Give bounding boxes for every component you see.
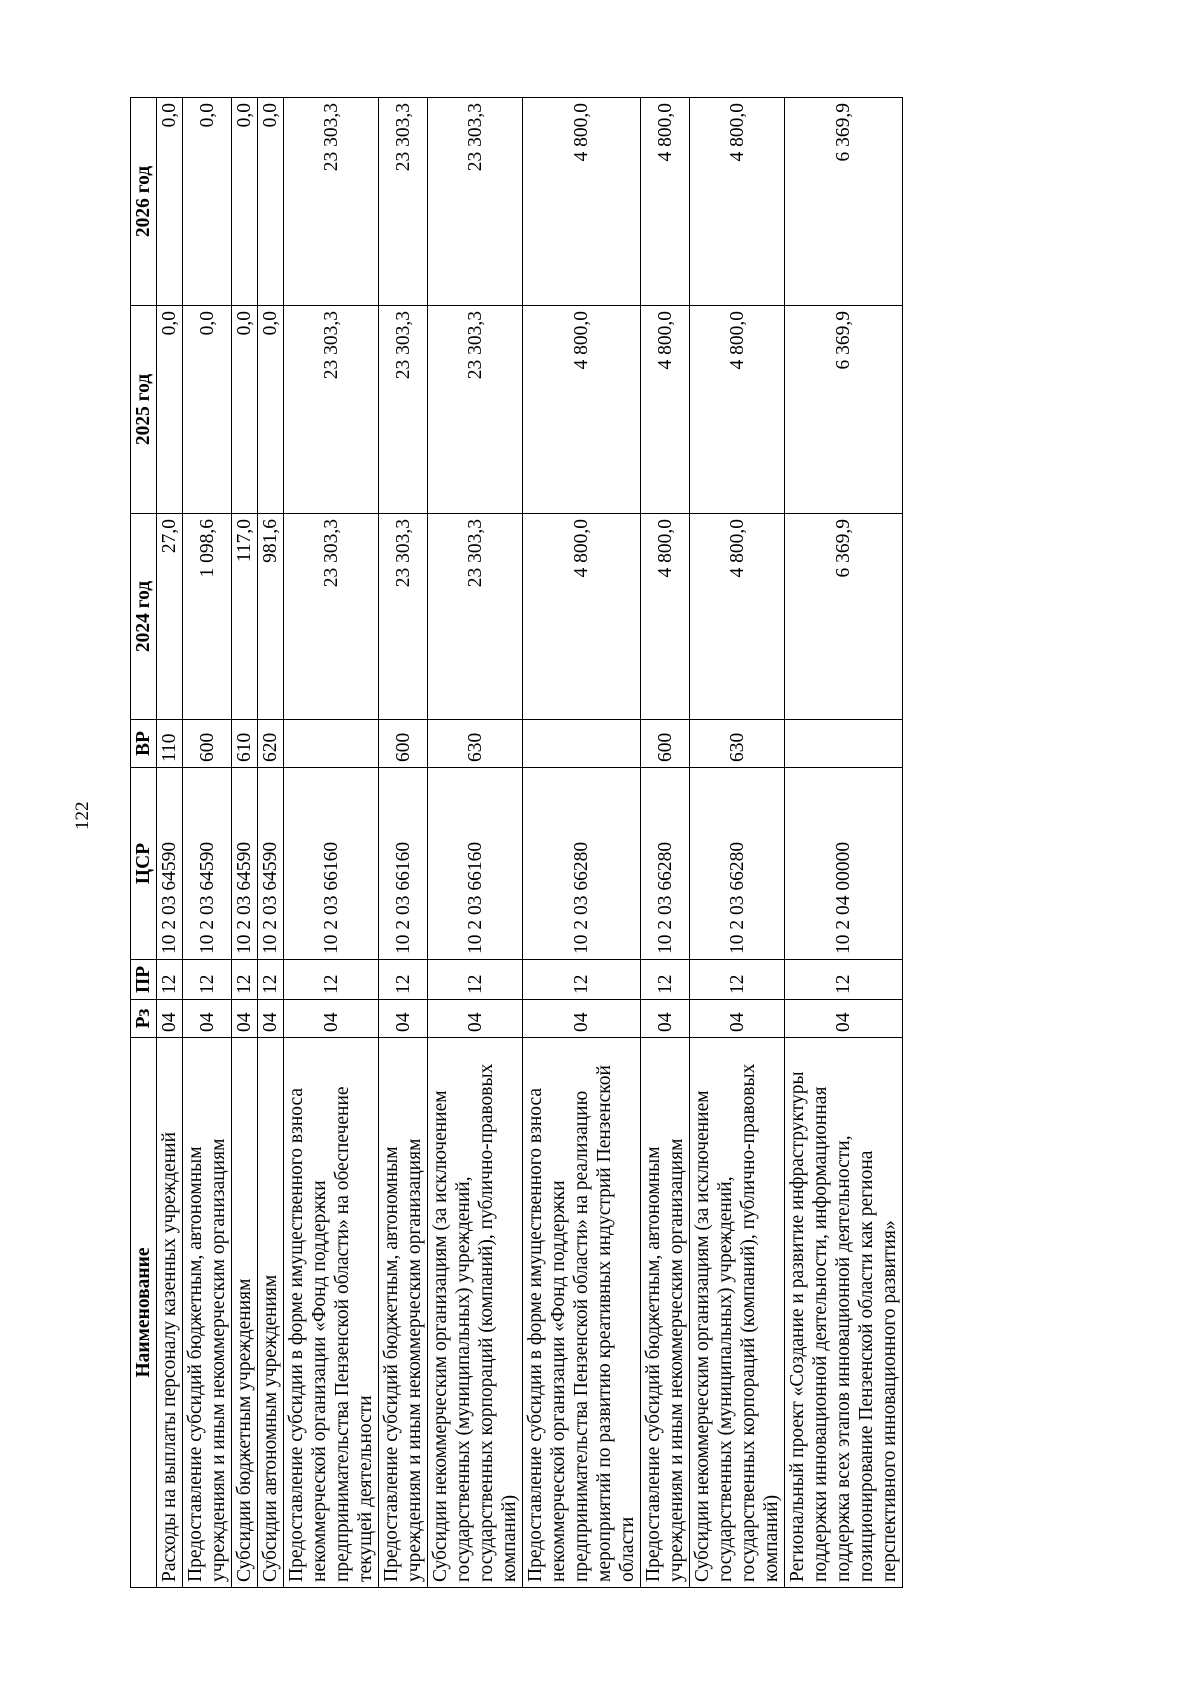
- cell-2024: 27,0: [157, 514, 183, 720]
- rotated-table-container: [130, 98, 1050, 1588]
- cell-vr: 620: [258, 720, 284, 768]
- cell-name: Предоставление субсидий бюджетным, автономным учреждениям и иным некоммерческим организациям: [641, 1038, 690, 1588]
- cell-vr: 110: [157, 720, 183, 768]
- cell-vr: 600: [641, 720, 690, 768]
- budget-table: [130, 97, 903, 1588]
- cell-name: Расходы на выплаты персоналу казенных учреждений: [157, 1038, 183, 1588]
- cell-csr: 10 2 03 66280: [690, 768, 785, 960]
- cell-2024: 1 098,6: [183, 514, 232, 720]
- cell-pr: 12: [379, 960, 428, 1000]
- cell-vr: 600: [379, 720, 428, 768]
- cell-pr: 12: [157, 960, 183, 1000]
- cell-vr: 630: [428, 720, 523, 768]
- cell-2024: 6 369,9: [785, 514, 903, 720]
- header-name: Наименование: [131, 1038, 157, 1588]
- cell-2026: 4 800,0: [690, 98, 785, 306]
- cell-name: Предоставление субсидии в форме имущественного взноса некоммерческой организации «Фонд поддержки предпринимательства Пензенской области» на обеспечение текущей деятельности: [284, 1038, 379, 1588]
- cell-vr: [785, 720, 903, 768]
- cell-csr: 10 2 04 00000: [785, 768, 903, 960]
- cell-2025: 4 800,0: [690, 306, 785, 514]
- cell-csr: 10 2 03 66160: [379, 768, 428, 960]
- cell-2024: 4 800,0: [690, 514, 785, 720]
- cell-2026: 0,0: [183, 98, 232, 306]
- cell-name: Субсидии автономным учреждениям: [258, 1038, 284, 1588]
- cell-2024: 23 303,3: [428, 514, 523, 720]
- cell-rz: 04: [232, 1000, 258, 1038]
- cell-rz: 04: [523, 1000, 641, 1038]
- table-row: [258, 98, 284, 1588]
- cell-name: Субсидии некоммерческим организациям (за исключением государственных (муниципальных) учреждений, государственных корпораций (компаний), публично-правовых компаний): [428, 1038, 523, 1588]
- cell-2025: 4 800,0: [523, 306, 641, 514]
- cell-pr: 12: [785, 960, 903, 1000]
- cell-csr: 10 2 03 66280: [641, 768, 690, 960]
- header-pr: ПР: [131, 960, 157, 1000]
- table-row: [523, 98, 641, 1588]
- header-vr: ВР: [131, 720, 157, 768]
- cell-pr: 12: [258, 960, 284, 1000]
- cell-2024: 4 800,0: [641, 514, 690, 720]
- cell-rz: 04: [641, 1000, 690, 1038]
- cell-2025: 0,0: [183, 306, 232, 514]
- cell-vr: 630: [690, 720, 785, 768]
- cell-2026: 23 303,3: [379, 98, 428, 306]
- cell-rz: 04: [785, 1000, 903, 1038]
- cell-vr: 600: [183, 720, 232, 768]
- cell-csr: 10 2 03 66160: [284, 768, 379, 960]
- cell-2024: 23 303,3: [284, 514, 379, 720]
- cell-pr: 12: [523, 960, 641, 1000]
- cell-pr: 12: [183, 960, 232, 1000]
- cell-2026: 4 800,0: [641, 98, 690, 306]
- cell-2025: 6 369,9: [785, 306, 903, 514]
- table-row: [641, 98, 690, 1588]
- page-number: 122: [72, 801, 93, 830]
- cell-rz: 04: [157, 1000, 183, 1038]
- cell-vr: [284, 720, 379, 768]
- cell-csr: 10 2 03 64590: [183, 768, 232, 960]
- cell-2026: 23 303,3: [284, 98, 379, 306]
- cell-2025: 4 800,0: [641, 306, 690, 514]
- cell-vr: 610: [232, 720, 258, 768]
- table-row: [284, 98, 379, 1588]
- cell-2025: 0,0: [157, 306, 183, 514]
- cell-2026: 0,0: [232, 98, 258, 306]
- cell-name: Предоставление субсидии в форме имущественного взноса некоммерческой организации «Фонд поддержки предпринимательства Пензенской области» на реализацию мероприятий по развитию креативных индустрий Пензенской области: [523, 1038, 641, 1588]
- cell-csr: 10 2 03 64590: [157, 768, 183, 960]
- cell-pr: 12: [641, 960, 690, 1000]
- table-row: [428, 98, 523, 1588]
- header-2025: 2025 год: [131, 306, 157, 514]
- cell-pr: 12: [428, 960, 523, 1000]
- cell-rz: 04: [690, 1000, 785, 1038]
- cell-csr: 10 2 03 66280: [523, 768, 641, 960]
- cell-2025: 0,0: [232, 306, 258, 514]
- table-row: [157, 98, 183, 1588]
- cell-pr: 12: [284, 960, 379, 1000]
- cell-pr: 12: [232, 960, 258, 1000]
- cell-2026: 0,0: [157, 98, 183, 306]
- table-row: [379, 98, 428, 1588]
- cell-rz: 04: [258, 1000, 284, 1038]
- cell-rz: 04: [183, 1000, 232, 1038]
- cell-2025: 23 303,3: [428, 306, 523, 514]
- cell-pr: 12: [690, 960, 785, 1000]
- cell-2025: 23 303,3: [379, 306, 428, 514]
- cell-rz: 04: [428, 1000, 523, 1038]
- cell-name: Субсидии некоммерческим организациям (за исключением государственных (муниципальных) учреждений, государственных корпораций (компаний), публично-правовых компаний): [690, 1038, 785, 1588]
- cell-2026: 4 800,0: [523, 98, 641, 306]
- table-row: [785, 98, 903, 1588]
- table-header-row: [131, 98, 157, 1588]
- cell-name: Субсидии бюджетным учреждениям: [232, 1038, 258, 1588]
- header-2024: 2024 год: [131, 514, 157, 720]
- cell-name: Предоставление субсидий бюджетным, автономным учреждениям и иным некоммерческим организациям: [379, 1038, 428, 1588]
- cell-2025: 23 303,3: [284, 306, 379, 514]
- cell-2026: 23 303,3: [428, 98, 523, 306]
- table-row: [232, 98, 258, 1588]
- cell-rz: 04: [284, 1000, 379, 1038]
- cell-name: Региональный проект «Создание и развитие инфраструктуры поддержки инновационной деятельности, информационная поддержка всех этапов инновационной деятельности, позиционирование Пензенской области как региона перспективного инновационного развития»: [785, 1038, 903, 1588]
- cell-csr: 10 2 03 64590: [232, 768, 258, 960]
- cell-2024: 117,0: [232, 514, 258, 720]
- table-row: [183, 98, 232, 1588]
- cell-2024: 981,6: [258, 514, 284, 720]
- cell-vr: [523, 720, 641, 768]
- cell-2026: 0,0: [258, 98, 284, 306]
- cell-csr: 10 2 03 64590: [258, 768, 284, 960]
- cell-csr: 10 2 03 66160: [428, 768, 523, 960]
- cell-2024: 4 800,0: [523, 514, 641, 720]
- header-csr: ЦСР: [131, 768, 157, 960]
- cell-2025: 0,0: [258, 306, 284, 514]
- cell-name: Предоставление субсидий бюджетным, автономным учреждениям и иным некоммерческим организациям: [183, 1038, 232, 1588]
- header-2026: 2026 год: [131, 98, 157, 306]
- cell-2024: 23 303,3: [379, 514, 428, 720]
- table-row: [690, 98, 785, 1588]
- cell-2026: 6 369,9: [785, 98, 903, 306]
- header-rz: Рз: [131, 1000, 157, 1038]
- cell-rz: 04: [379, 1000, 428, 1038]
